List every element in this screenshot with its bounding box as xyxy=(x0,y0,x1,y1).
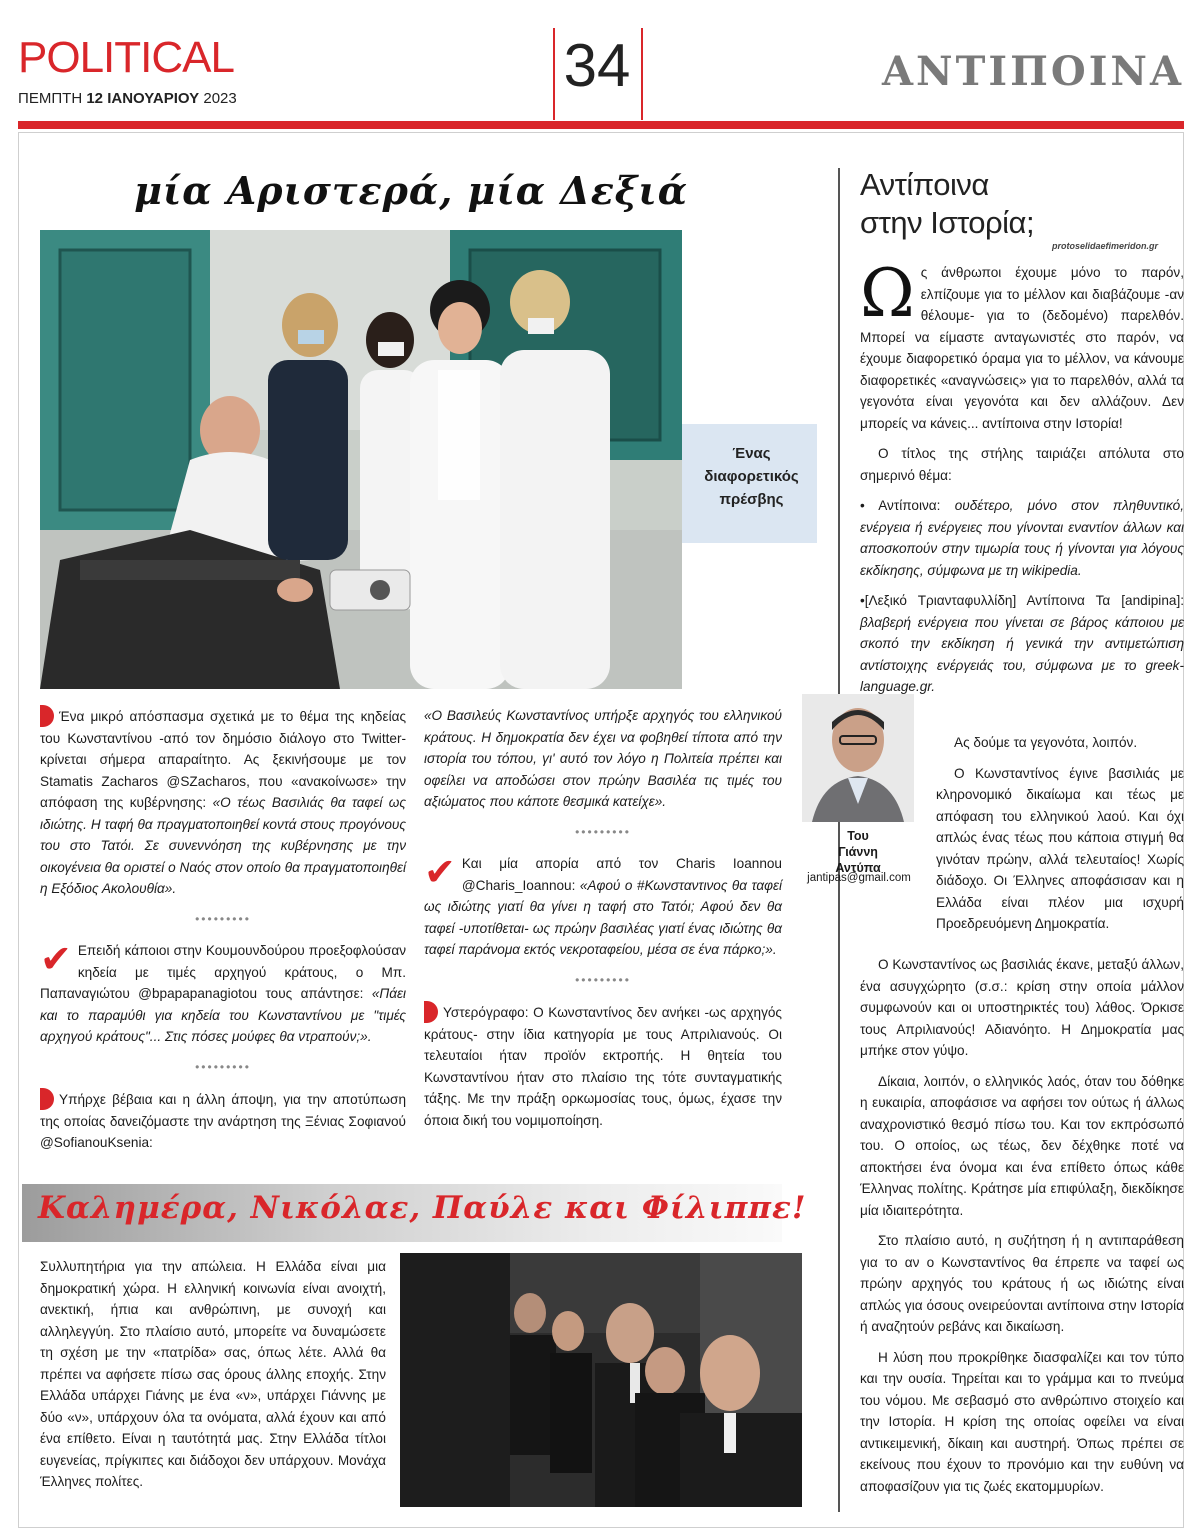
blood-donation-photo xyxy=(40,230,682,689)
red-d-marker-icon xyxy=(40,705,54,727)
princes-funeral-photo xyxy=(400,1253,802,1507)
red-checkmark-icon: ✔ xyxy=(40,937,72,981)
opinion-column-bottom: Ας δούμε τα γεγονότα, λοιπόν. Ο Κωνσταντίνος έγινε βασιλιάς με κληρονομικό δικαίωμα και τέως με απόφαση του ελληνικού λαού. Και όχι απλώς ένας τέως που κάποια στιγμή θα γινόταν πρώην, αλλά τελευταίος! Χωρίς διάδοχο. Οι Έλληνες αποφάσισαν και η Ελλάδα είναι πλέον μια ισχυρή Προεδρευόμενη Δημοκρατία. xyxy=(936,735,1184,931)
author-portrait xyxy=(802,694,914,822)
photo-illustration xyxy=(40,230,682,689)
secondary-headline: Καλημέρα, Νικόλαε, Παύλε και Φίλιππε! xyxy=(38,1190,807,1226)
definition-item: •[Λεξικό Τριανταφυλλίδη] Αντίποινα Τα [andipina]: βλαβερή ενέργεια που γίνεται σε βάρος κάποιου με σκοπό την εκδίκηση ή γενικά την αντιμετώπιση αντίστοιχης ενέργειάς του, σύμφωνα με το greek-language.gr. xyxy=(860,593,1184,694)
author-email: jantipas@gmail.com xyxy=(807,872,911,884)
photo-illustration xyxy=(400,1253,802,1507)
paragraph: Υστερόγραφο: Ο Κωνσταντίνος δεν ανήκει -ως αρχηγός κράτους- στην ίδια κατηγορία με τους Απριλιανούς. Οι τελευταίοι ήταν προϊόν εκτροπής. Η θητεία του Κωνσταντίνου ήταν στο πλαίσιο της τότε συνταγματικής τάξης. Με την πράξη ορκωμοσίας τους, όμως, έχασε την όποια δική του νομιμοποίηση. xyxy=(424,1001,782,1131)
watermark: protoselidaefimeridon.gr xyxy=(1052,241,1159,251)
separator-dots: ••••••••• xyxy=(195,1059,251,1074)
definition-item: • Αντίποινα: ουδέτερο, μόνο στον πληθυντικό, ενέργεια ή ενέργειες που γίνονται εναντίον άλλων και αποσκοπούν στην τιμωρία τους ή γίνονται για λόγους εκδίκησης, σύμφωνα με τη wikipedia. xyxy=(860,498,1184,578)
paragraph: Υπήρχε βέβαια και η άλλη άποψη, για την αποτύπωση της οποίας δανειζόμαστε την ανάρτηση της Ξένιας Σοφιανού @SofianouKsenia: xyxy=(40,1088,406,1154)
article-column-2 xyxy=(424,705,782,1140)
page-number: 34 xyxy=(563,32,631,99)
photo-caption: Ένας διαφορετικός πρέσβης xyxy=(704,445,799,508)
author-avatar xyxy=(802,694,914,822)
bottom-article-text: Συλλυπητήρια για την απώλεια. Η Ελλάδα είναι μια δημοκρατική χώρα. Η ελληνική κοινωνία είναι ανοιχτή, ανεκτική, ήπια και ανθρώπινη, με συνοχή και αλληλεγγύη. Στο πλαίσιο αυτό, μπορείτε να δυναμώσετε τη σχέση με την «πατρίδα» σας, όπως λέτε. Αλλά θα πρέπει να αφήσετε πίσω σας όρους άλλης εποχής. Στην Ελλάδα υπάρχει Γιάνης με ένα «ν», υπάρχει Γιάννης με δύο «ν», υπάρχουν όλα τα ονόματα, αλλά έχουν και από ένα επίθετο. Είναι η ταυτότητά μας. Στην Ελλάδα τίτλοι ευγενείας, πρίγκιπες και διάδοχοι δεν υπάρχουν. Μονάχα Έλληνες πολίτες. xyxy=(40,1259,386,1489)
paragraph: ✔ Και μία απορία από τον Charis Ioannou @Charis_Ioannou: «Αφού ο #Κωνσταντινος θα ταφεί ως ιδιώτης γιατί θα γίνει η ταφή στο Τατόι; Αφού δεν θα ταφεί -υποτίθεται- ως πρώην βασιλέας γιατί ένας ιδιώτης θα ταφεί παράνομα εκτός νεκροταφείου, μέσα σε ένα πάρκο;». xyxy=(424,850,782,957)
separator-dots: ••••••••• xyxy=(575,972,631,987)
date: 12 ΙΑΝΟΥΑΡΙΟΥ xyxy=(86,90,200,107)
author-byline: Του Γιάννη Αντύπα xyxy=(835,829,881,875)
column-title: Αντίποινα στην Ιστορία; xyxy=(860,167,1035,240)
paragraph: ✔ Επειδή κάποιοι στην Κουμουνδούρου προεξοφλούσαν κηδεία με τιμές αρχηγού κράτους, ο Μπ. Παπαναγιώτου @bpapapanagiotou τους απάντησε: «Πάει και το παραμύθι για κηδεία του Κωνσταντίνου με "τιμές αρχηγού κράτους"... Στις πόσες μούφες θα ντραπούν;». xyxy=(40,937,406,1044)
dateline xyxy=(18,90,237,107)
separator-dots: ••••••••• xyxy=(195,911,251,926)
publication-brand: POLITICAL xyxy=(18,33,234,82)
red-d-marker-icon xyxy=(40,1088,54,1110)
red-d-marker-icon xyxy=(424,1001,438,1023)
opinion-column-top: Ως άνθρωποι έχουμε μόνο το παρόν, ελπίζουμε για το μέλλον και διαβάζουμε -αν θέλουμε- για το (δεδομένο) παρελθόν. Μπορεί να είμαστε ανταγωνιστές στο παρόν, να έχουμε διαφορετικό όραμα για το μέλλον, να κάνουμε διαφορετικές «αναγνώσεις» για το παρελθόν, αλλά τα γεγονότα είναι γεγονότα και δεν αλλάζουν. Δεν μπορείς να κάνεις... αντίποινα στην Ιστορία! Ο τίτλος της στήλης ταιριάζει απόλυτα στο σημερινό θέμα: • Αντίποινα: ουδέτερο, μόνο στον πληθυντικό, ενέργεια ή ενέργειες που γίνονται εναντίον άλλων και αποσκοπούν στην τιμωρία τους ή γίνονται για λόγους εκδίκησης, σύμφωνα με τη wikipedia. •[Λεξικό Τριανταφυλλίδη] Αντίποινα Τα [andipina]: βλαβερή ενέργεια που γίνεται σε βάρος κάποιου με σκοπό την εκδίκηση ή γενικά την αντιμετώπιση αντίστοιχης ενέργειάς του, σύμφωνα με το greek-language.gr. xyxy=(860,262,1184,707)
paragraph: «Ο Βασιλεύς Κωνσταντίνος υπήρξε αρχηγός του ελληνικού κράτους. Η δημοκρατία δεν έχει να φοβηθεί τίποτα από την ιστορία του τόπου, γι' αυτό τον λόγο η Πολιτεία πρέπει και οφείλει να αποδώσει στον πρώην Βασιλέα τις τιμές του αξιώματος που κάποτε θεσμικά κατείχε». xyxy=(424,708,782,809)
red-checkmark-icon: ✔ xyxy=(424,850,456,894)
section-title: ΑΝΤΙΠΟΙΝΑ xyxy=(882,48,1184,95)
drop-cap: Ω xyxy=(860,255,915,332)
weekday: ΠΕΜΠΤΗ xyxy=(18,90,83,107)
opinion-column-lower: Ο Κωνσταντίνος ως βασιλιάς έκανε, μεταξύ άλλων, ένα ασυγχώρητο (σ.σ.: κρίση στην οποία μάλλον συμφωνούν και οι υποστηρικτές του) λάθος. Όρκισε τους Απριλιανούς! Αδιανόητο. Η Δημοκρατία μας μπήκε στον γύψο. Δίκαια, λοιπόν, ο ελληνικός λαός, όταν του δόθηκε η ευκαιρία, αποφάσισε να αφήσει τον ούτως ή άλλως αναχρονιστικό θεσμό πίσω του. Και τον εκπρόσωπό του. Ο οποίος, ως τέως, δεν δέχθηκε ποτέ να αποκτήσει ένα όνομα και ένα επίθετο όπως κάθε Έλληνας πολίτης. Κράτησε μία επιφύλαξη, διεκδίκησε μία ιδιαιτερότητα. Στο πλαίσιο αυτό, η συζήτηση ή η αντιπαράθεση για το αν ο Κωνσταντίνος θα έπρεπε να ταφεί ως πρώην αρχηγός του κράτους ή ως ιδιώτης είναι απλώς για όσους ονειρεύονται αντίποινα στην Ιστορία ή αναζητούν ρεβάνς και δικαίωση. Η λύση που προκρίθηκε διασφαλίζει και τον τύπο και την ουσία. Τηρείται και το γράμμα και το πνεύμα του νόμου. Με σεβασμό στο ανθρώπινο στοιχείο και την Ιστορία. Η κρίση της οποίας οφείλει να είναι αντικειμενική, δίκαιη και αυστηρή. Όπως πρέπει σε εκείνους που έχουν το προνόμιο και την ευθύνη να αποφασίζουν για τις ζωές εκατομμυρίων. xyxy=(860,957,1184,1494)
paragraph: Ένα μικρό απόσπασμα σχετικά με το θέμα της κηδείας του Κωνσταντίνου -από τον δημόσιο διάλογο στο Twitter- κρίνεται σήμερα απαραίτητο. Ας ξεκινήσουμε με τον Stamatis Zacharos @SZacharos, που «ανακοίνωσε» την απόφαση της κυβέρνησης: «Ο τέως Βασιλιάς θα ταφεί ως ιδιώτης. Η ταφή θα πραγματοποιηθεί κοντά στους προγόνους του στο Τατόι. Σε συνεννόηση της κυβέρνησης με την οικογένεια θα οριστεί ο Ναός στον οποίο θα πραγματοποιηθεί η Εξόδιος Ακολουθία». xyxy=(40,705,406,900)
paragraph: Ως άνθρωποι έχουμε μόνο το παρόν, ελπίζουμε για το μέλλον και διαβάζουμε -αν θέλουμε- για το (δεδομένο) παρελθόν. Μπορεί να είμαστε ανταγωνιστές στο παρόν, να έχουμε διαφορετικό όραμα για το μέλλον, να κάνουμε διαφορετικές «αναγνώσεις» για το παρελθόν, αλλά τα γεγονότα είναι γεγονότα και δεν αλλάζουν. Δεν μπορείς να κάνεις... αντίποινα στην Ιστορία! xyxy=(860,255,1184,431)
separator-dots: ••••••••• xyxy=(575,824,631,839)
year: 2023 xyxy=(203,90,237,107)
article-column-1 xyxy=(40,705,406,1163)
header-rule xyxy=(18,121,1184,129)
article-headline: μία Αριστερά, μία Δεξιά xyxy=(134,168,688,213)
